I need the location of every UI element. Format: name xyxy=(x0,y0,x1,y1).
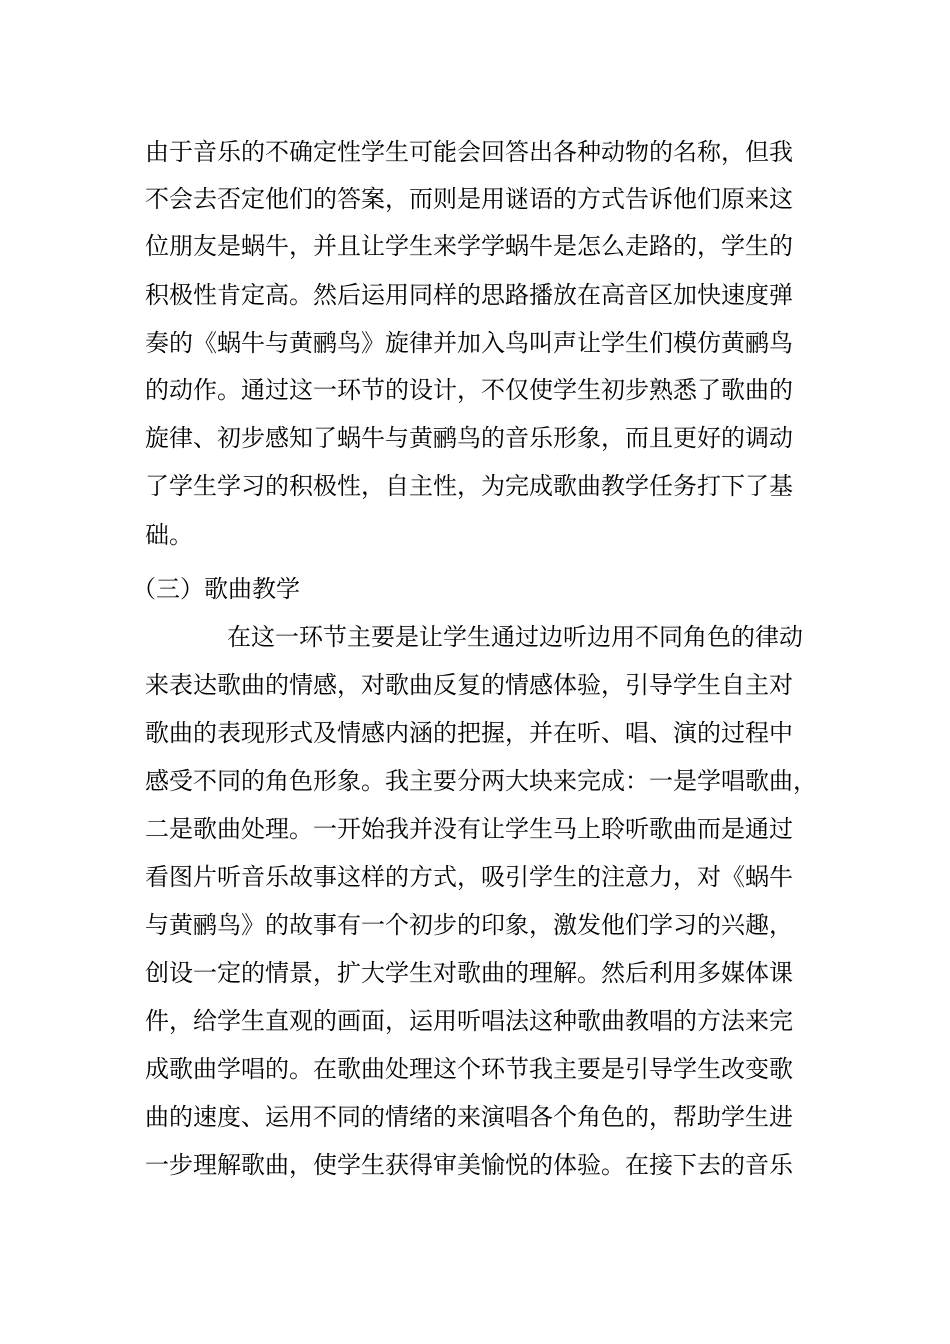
text-line: 在这一环节主要是让学生通过边听边用不同角色的律动 xyxy=(227,623,803,651)
text-line: 了学生学习的积极性，自主性，为完成歌曲教学任务打下了基 xyxy=(145,472,793,500)
text-line: 创设一定的情景，扩大学生对歌曲的理解。然后利用多媒体课 xyxy=(145,959,793,987)
text-line: 来表达歌曲的情感，对歌曲反复的情感体验，引导学生自主对 xyxy=(145,671,793,699)
text-line: 不会去否定他们的答案，而则是用谜语的方式告诉他们原来这 xyxy=(145,185,793,213)
text-line: 与黄鹂鸟》的故事有一个初步的印象，激发他们学习的兴趣， xyxy=(145,911,793,939)
text-line: 奏的《蜗牛与黄鹂鸟》旋律并加入鸟叫声让学生们模仿黄鹂鸟 xyxy=(145,329,793,357)
text-line: 歌曲的表现形式及情感内涵的把握，并在听、唱、演的过程中 xyxy=(145,719,793,747)
text-line: 由于音乐的不确定性学生可能会回答出各种动物的名称，但我 xyxy=(145,138,793,166)
text-line: 积极性肯定高。然后运用同样的思路播放在高音区加快速度弹 xyxy=(145,281,793,309)
text-line: 成歌曲学唱的。在歌曲处理这个环节我主要是引导学生改变歌 xyxy=(145,1055,793,1083)
text-line: 一步理解歌曲，使学生获得审美愉悦的体验。在接下去的音乐 xyxy=(145,1151,793,1179)
text-line: 的动作。通过这一环节的设计，不仅使学生初步熟悉了歌曲的 xyxy=(145,376,793,404)
text-line: 曲的速度、运用不同的情绪的来演唱各个角色的，帮助学生进 xyxy=(145,1103,793,1131)
section-heading: （三）歌曲教学 xyxy=(132,575,300,603)
text-line: 件，给学生直观的画面，运用听唱法这种歌曲教唱的方法来完 xyxy=(145,1007,793,1035)
text-line: 感受不同的角色形象。我主要分两大块来完成：一是学唱歌曲， xyxy=(145,767,817,795)
text-line: 位朋友是蜗牛，并且让学生来学学蜗牛是怎么走路的，学生的 xyxy=(145,232,793,260)
text-line: 看图片听音乐故事这样的方式，吸引学生的注意力，对《蜗牛 xyxy=(145,863,793,891)
text-line: 旋律、初步感知了蜗牛与黄鹂鸟的音乐形象，而且更好的调动 xyxy=(145,424,793,452)
text-line: 础。 xyxy=(145,521,193,549)
text-line: 二是歌曲处理。一开始我并没有让学生马上聆听歌曲而是通过 xyxy=(145,815,793,843)
